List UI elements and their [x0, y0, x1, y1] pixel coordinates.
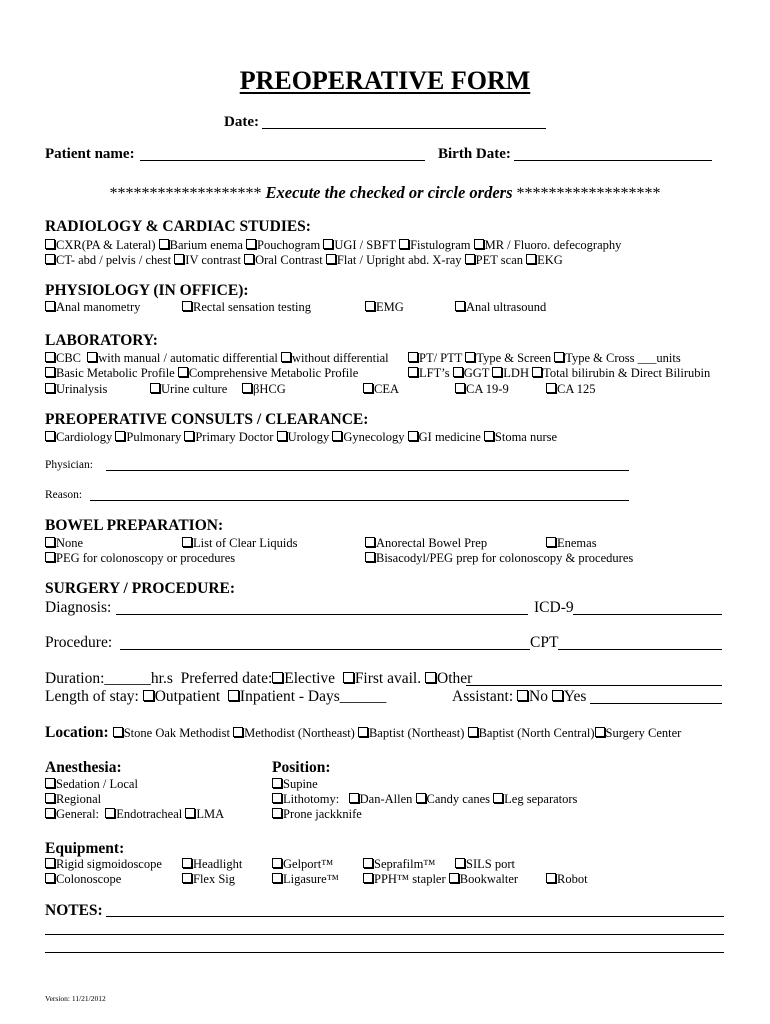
checkbox[interactable]	[484, 431, 494, 441]
checkbox[interactable]	[185, 808, 195, 818]
lab-row-1a	[45, 351, 389, 366]
cpt-label: CPT	[530, 634, 559, 651]
lab-item	[363, 382, 399, 397]
option-label: Gelport™	[283, 857, 334, 871]
option-label: Outpatient	[154, 688, 221, 705]
option-label: Inpatient - Days______	[239, 688, 387, 705]
equipment-item	[363, 872, 518, 887]
checkbox[interactable]	[182, 301, 192, 311]
diagnosis-label: Diagnosis:	[45, 599, 112, 616]
option-label: Comprehensive Metabolic Profile	[188, 366, 359, 380]
checkbox[interactable]	[365, 537, 375, 547]
checkbox[interactable]	[45, 778, 55, 788]
option-label: Flat / Upright abd. X-ray	[336, 253, 462, 267]
position-item	[272, 777, 318, 792]
option-label: Colonoscope	[56, 872, 122, 886]
option-label: Candy canes	[426, 792, 491, 806]
option-label: Dan-Allen	[359, 792, 413, 806]
preferred-date-label: Preferred date:	[180, 670, 273, 687]
option-label: CA 19-9	[466, 382, 509, 396]
option-label: UGI / SBFT	[334, 238, 396, 252]
option-label: LFT’s	[419, 366, 450, 380]
option-label: LMA	[196, 807, 225, 821]
option-label: Primary Doctor	[195, 430, 274, 444]
stars-left: *******************	[109, 185, 262, 202]
checkbox[interactable]	[45, 537, 55, 547]
option-label: Cardiology	[56, 430, 113, 444]
option-label: PEG for colonoscopy or procedures	[56, 551, 236, 565]
equipment-item	[45, 857, 162, 872]
option-label: Type & Cross ___units	[565, 351, 681, 365]
option-label: Baptist (North Central)	[478, 726, 595, 740]
checkbox[interactable]	[233, 727, 243, 737]
option-label: Urinalysis	[56, 382, 108, 396]
checkbox[interactable]	[517, 690, 528, 701]
option-label: Robot	[557, 872, 588, 886]
checkbox[interactable]	[45, 552, 55, 562]
diagnosis-field[interactable]	[116, 614, 528, 615]
equipment-item	[182, 857, 242, 872]
option-label: Gynecology	[343, 430, 405, 444]
checkbox[interactable]	[45, 431, 55, 441]
patient-name-label: Patient name:	[45, 146, 135, 162]
checkbox[interactable]	[45, 301, 55, 311]
checkbox[interactable]	[343, 672, 354, 683]
option-label: No	[529, 688, 548, 705]
equipment-item	[45, 872, 121, 887]
option-label: Regional	[56, 792, 102, 806]
checkbox[interactable]	[115, 431, 125, 441]
option-label: Anal manometry	[56, 300, 141, 314]
option-label: None	[56, 536, 84, 550]
other-field[interactable]	[466, 685, 722, 686]
checkbox[interactable]	[272, 873, 282, 883]
cpt-field[interactable]	[558, 649, 722, 650]
physiology-item	[455, 300, 546, 315]
option-label: General:	[56, 807, 100, 821]
option-label: Stone Oak Methodist	[123, 726, 230, 740]
option-label: CBC	[56, 351, 82, 365]
option-label: Methodist (Northeast)	[244, 726, 355, 740]
checkbox[interactable]	[45, 793, 55, 803]
checkbox[interactable]	[399, 239, 409, 249]
equipment-item	[182, 872, 235, 887]
option-label: Total bilirubin & Direct Bilirubin	[543, 366, 711, 380]
checkbox[interactable]	[45, 808, 55, 818]
checkbox[interactable]	[326, 254, 336, 264]
lab-row-2b	[408, 366, 710, 381]
checkbox[interactable]	[363, 873, 373, 883]
option-label: IV contrast	[185, 253, 241, 267]
consults-heading: PREOPERATIVE CONSULTS / CLEARANCE:	[45, 411, 369, 428]
lab-item	[546, 382, 596, 397]
option-label: Supine	[283, 777, 318, 791]
lab-row-2a	[45, 366, 358, 381]
checkbox[interactable]	[272, 858, 282, 868]
option-label: EMG	[376, 300, 404, 314]
stay-label: Length of stay:	[45, 688, 139, 705]
bowel-item	[45, 536, 83, 551]
checkbox[interactable]	[45, 367, 55, 377]
lab-item	[150, 382, 227, 397]
checkbox[interactable]	[546, 383, 556, 393]
equipment-item	[363, 857, 436, 872]
reason-label: Reason:	[45, 489, 83, 501]
option-label: Surgery Center	[605, 726, 682, 740]
option-label: Seprafilm™	[374, 857, 436, 871]
version-label: Version: 11/21/2012	[45, 994, 106, 1003]
checkbox[interactable]	[45, 254, 55, 264]
option-label: Rectal sensation testing	[193, 300, 312, 314]
lab-item	[242, 382, 286, 397]
option-label: GI medicine	[418, 430, 481, 444]
checkbox[interactable]	[365, 301, 375, 311]
checkbox[interactable]	[546, 873, 556, 883]
checkbox[interactable]	[182, 537, 192, 547]
anesthesia-heading: Anesthesia:	[45, 759, 122, 776]
consults-row	[45, 430, 557, 445]
physiology-item	[45, 300, 140, 315]
checkbox[interactable]	[408, 352, 418, 362]
location-row	[45, 724, 681, 742]
physiology-item	[365, 300, 404, 315]
bowel-item	[365, 536, 487, 551]
option-label: Urology	[287, 430, 330, 444]
physician-field[interactable]	[106, 470, 629, 471]
physiology-heading: PHYSIOLOGY (IN OFFICE):	[45, 282, 249, 299]
option-label: CEA	[374, 382, 399, 396]
option-label: Barium enema	[169, 238, 243, 252]
duration-label: Duration:______hr.s	[45, 670, 173, 687]
checkbox[interactable]	[246, 239, 256, 249]
checkbox[interactable]	[453, 367, 463, 377]
option-label: SILS port	[466, 857, 515, 871]
form-title: PREOPERATIVE FORM	[239, 66, 531, 95]
equipment-item	[455, 857, 515, 872]
checkbox[interactable]	[323, 239, 333, 249]
option-label: List of Clear Liquids	[193, 536, 298, 550]
checkbox[interactable]	[45, 383, 55, 393]
option-label: LDH	[503, 366, 529, 380]
option-label: Basic Metabolic Profile	[56, 366, 175, 380]
lab-row-1b	[408, 351, 681, 366]
option-label: Headlight	[193, 857, 243, 871]
equipment-heading: Equipment:	[45, 840, 125, 857]
stars-right: ******************	[516, 185, 661, 202]
reason-field[interactable]	[90, 500, 629, 501]
lab-item	[45, 382, 107, 397]
checkbox[interactable]	[595, 727, 605, 737]
option-label: MR / Fluoro. defecography	[484, 238, 622, 252]
date-label: Date:	[224, 114, 259, 130]
option-label: Flex Sig	[193, 872, 236, 886]
checkbox[interactable]	[281, 352, 291, 362]
position-heading: Position:	[272, 759, 331, 776]
checkbox[interactable]	[228, 690, 239, 701]
equipment-item	[272, 872, 339, 887]
equipment-item	[272, 857, 333, 872]
option-label: Pulmonary	[126, 430, 182, 444]
assistant-row	[452, 688, 586, 706]
checkbox[interactable]	[455, 383, 465, 393]
checkbox[interactable]	[113, 727, 123, 737]
option-label: Fistulogram	[410, 238, 471, 252]
anesthesia-item	[45, 777, 138, 792]
option-label: Other	[437, 670, 473, 687]
option-label: Pouchogram	[257, 238, 321, 252]
radiology-row-2	[45, 253, 563, 268]
checkbox[interactable]	[332, 431, 342, 441]
notes-line-1[interactable]	[106, 916, 724, 917]
option-label: Rigid sigmoidoscope	[56, 857, 162, 871]
radiology-heading: RADIOLOGY & CARDIAC STUDIES:	[45, 218, 311, 235]
option-label: CA 125	[557, 382, 596, 396]
option-label: Sedation / Local	[56, 777, 138, 791]
option-label: Prone jackknife	[283, 807, 362, 821]
checkbox[interactable]	[182, 873, 192, 883]
notes-line-3[interactable]	[45, 952, 724, 953]
bowel-item	[45, 551, 235, 566]
checkbox[interactable]	[277, 431, 287, 441]
checkbox[interactable]	[159, 239, 169, 249]
physician-label: Physician:	[45, 459, 93, 471]
checkbox[interactable]	[45, 352, 55, 362]
position-item	[272, 807, 362, 822]
birth-date-label: Birth Date:	[438, 146, 511, 162]
option-label: Anal ultrasound	[466, 300, 547, 314]
option-label: Leg separators	[504, 792, 578, 806]
checkbox[interactable]	[349, 793, 359, 803]
option-label: CT- abd / pelvis / chest	[56, 253, 172, 267]
checkbox[interactable]	[45, 873, 55, 883]
checkbox[interactable]	[526, 254, 536, 264]
checkbox[interactable]	[272, 793, 282, 803]
checkbox[interactable]	[532, 367, 542, 377]
patient-name-field[interactable]	[140, 160, 425, 161]
bowel-item	[546, 536, 597, 551]
checkbox[interactable]	[143, 690, 154, 701]
checkbox[interactable]	[554, 352, 564, 362]
checkbox[interactable]	[182, 858, 192, 868]
option-label: Ligasure™	[283, 872, 339, 886]
procedure-label: Procedure:	[45, 634, 113, 651]
option-label: without differential	[291, 351, 389, 365]
option-label: GGT	[463, 366, 490, 380]
checkbox[interactable]	[449, 873, 459, 883]
option-label: βHCG	[253, 382, 286, 396]
checkbox[interactable]	[244, 254, 254, 264]
option-label: PPH™ stapler	[374, 872, 446, 886]
option-label: PET scan	[475, 253, 524, 267]
instruction-text: Execute the checked or circle orders	[265, 183, 513, 202]
position-item	[272, 792, 577, 807]
option-label: Yes	[563, 688, 587, 705]
notes-line-2[interactable]	[45, 934, 724, 935]
checkbox[interactable]	[425, 672, 436, 683]
option-label: Endotracheal	[116, 807, 183, 821]
checkbox[interactable]	[178, 367, 188, 377]
checkbox[interactable]	[493, 793, 503, 803]
notes-label: NOTES:	[45, 902, 103, 919]
bowel-item	[182, 536, 298, 551]
checkbox[interactable]	[455, 301, 465, 311]
checkbox[interactable]	[150, 383, 160, 393]
option-label: Stoma nurse	[494, 430, 558, 444]
option-label: Anorectal Bowel Prep	[376, 536, 488, 550]
checkbox[interactable]	[363, 383, 373, 393]
checkbox[interactable]	[455, 858, 465, 868]
radiology-row-1	[45, 238, 621, 253]
date-field[interactable]	[262, 128, 546, 129]
bowel-item	[365, 551, 633, 566]
option-label: with manual / automatic differential	[98, 351, 278, 365]
checkbox[interactable]	[105, 808, 115, 818]
checkbox[interactable]	[365, 552, 375, 562]
option-label: Lithotomy:	[283, 792, 340, 806]
birth-date-field[interactable]	[514, 160, 712, 161]
checkbox[interactable]	[87, 352, 97, 362]
procedure-field[interactable]	[120, 649, 530, 650]
checkbox[interactable]	[474, 239, 484, 249]
checkbox[interactable]	[272, 778, 282, 788]
stay-row	[45, 688, 386, 706]
option-label: Elective	[284, 670, 336, 687]
checkbox[interactable]	[408, 431, 418, 441]
checkbox[interactable]	[492, 367, 502, 377]
checkbox[interactable]	[45, 858, 55, 868]
instruction-line	[0, 183, 770, 203]
checkbox[interactable]	[465, 254, 475, 264]
checkbox[interactable]	[552, 690, 563, 701]
option-label: EKG	[537, 253, 563, 267]
checkbox[interactable]	[465, 352, 475, 362]
laboratory-heading: LABORATORY:	[45, 332, 158, 349]
option-label: First avail.	[354, 670, 422, 687]
checkbox[interactable]	[546, 537, 556, 547]
option-label: Type & Screen	[476, 351, 552, 365]
option-label: Urine culture	[161, 382, 228, 396]
option-label: PT/ PTT	[419, 351, 463, 365]
checkbox[interactable]	[45, 239, 55, 249]
option-label: Bookwalter	[459, 872, 519, 886]
checkbox[interactable]	[174, 254, 184, 264]
checkbox[interactable]	[184, 431, 194, 441]
option-label: Bisacodyl/PEG prep for colonoscopy & procedures	[376, 551, 634, 565]
checkbox[interactable]	[363, 858, 373, 868]
surgery-heading: SURGERY / PROCEDURE:	[45, 580, 236, 597]
checkbox[interactable]	[358, 727, 368, 737]
checkbox[interactable]	[408, 367, 418, 377]
checkbox[interactable]	[468, 727, 478, 737]
checkbox[interactable]	[272, 808, 282, 818]
assistant-field[interactable]	[590, 703, 722, 704]
icd-field[interactable]	[573, 614, 722, 615]
duration-row	[45, 670, 472, 688]
option-label: CXR(PA & Lateral)	[56, 238, 156, 252]
lab-item	[455, 382, 509, 397]
location-label: Location:	[45, 724, 109, 741]
checkbox[interactable]	[416, 793, 426, 803]
checkbox[interactable]	[242, 383, 252, 393]
bowel-heading: BOWEL PREPARATION:	[45, 517, 224, 534]
checkbox[interactable]	[272, 672, 283, 683]
option-label: Enemas	[557, 536, 597, 550]
physiology-item	[182, 300, 311, 315]
anesthesia-item	[45, 807, 224, 822]
option-label: Oral Contrast	[255, 253, 323, 267]
option-label: Baptist (Northeast)	[368, 726, 465, 740]
icd-label: ICD-9	[534, 599, 574, 616]
assistant-label: Assistant:	[452, 688, 514, 705]
anesthesia-item	[45, 792, 101, 807]
equipment-item	[546, 872, 588, 887]
